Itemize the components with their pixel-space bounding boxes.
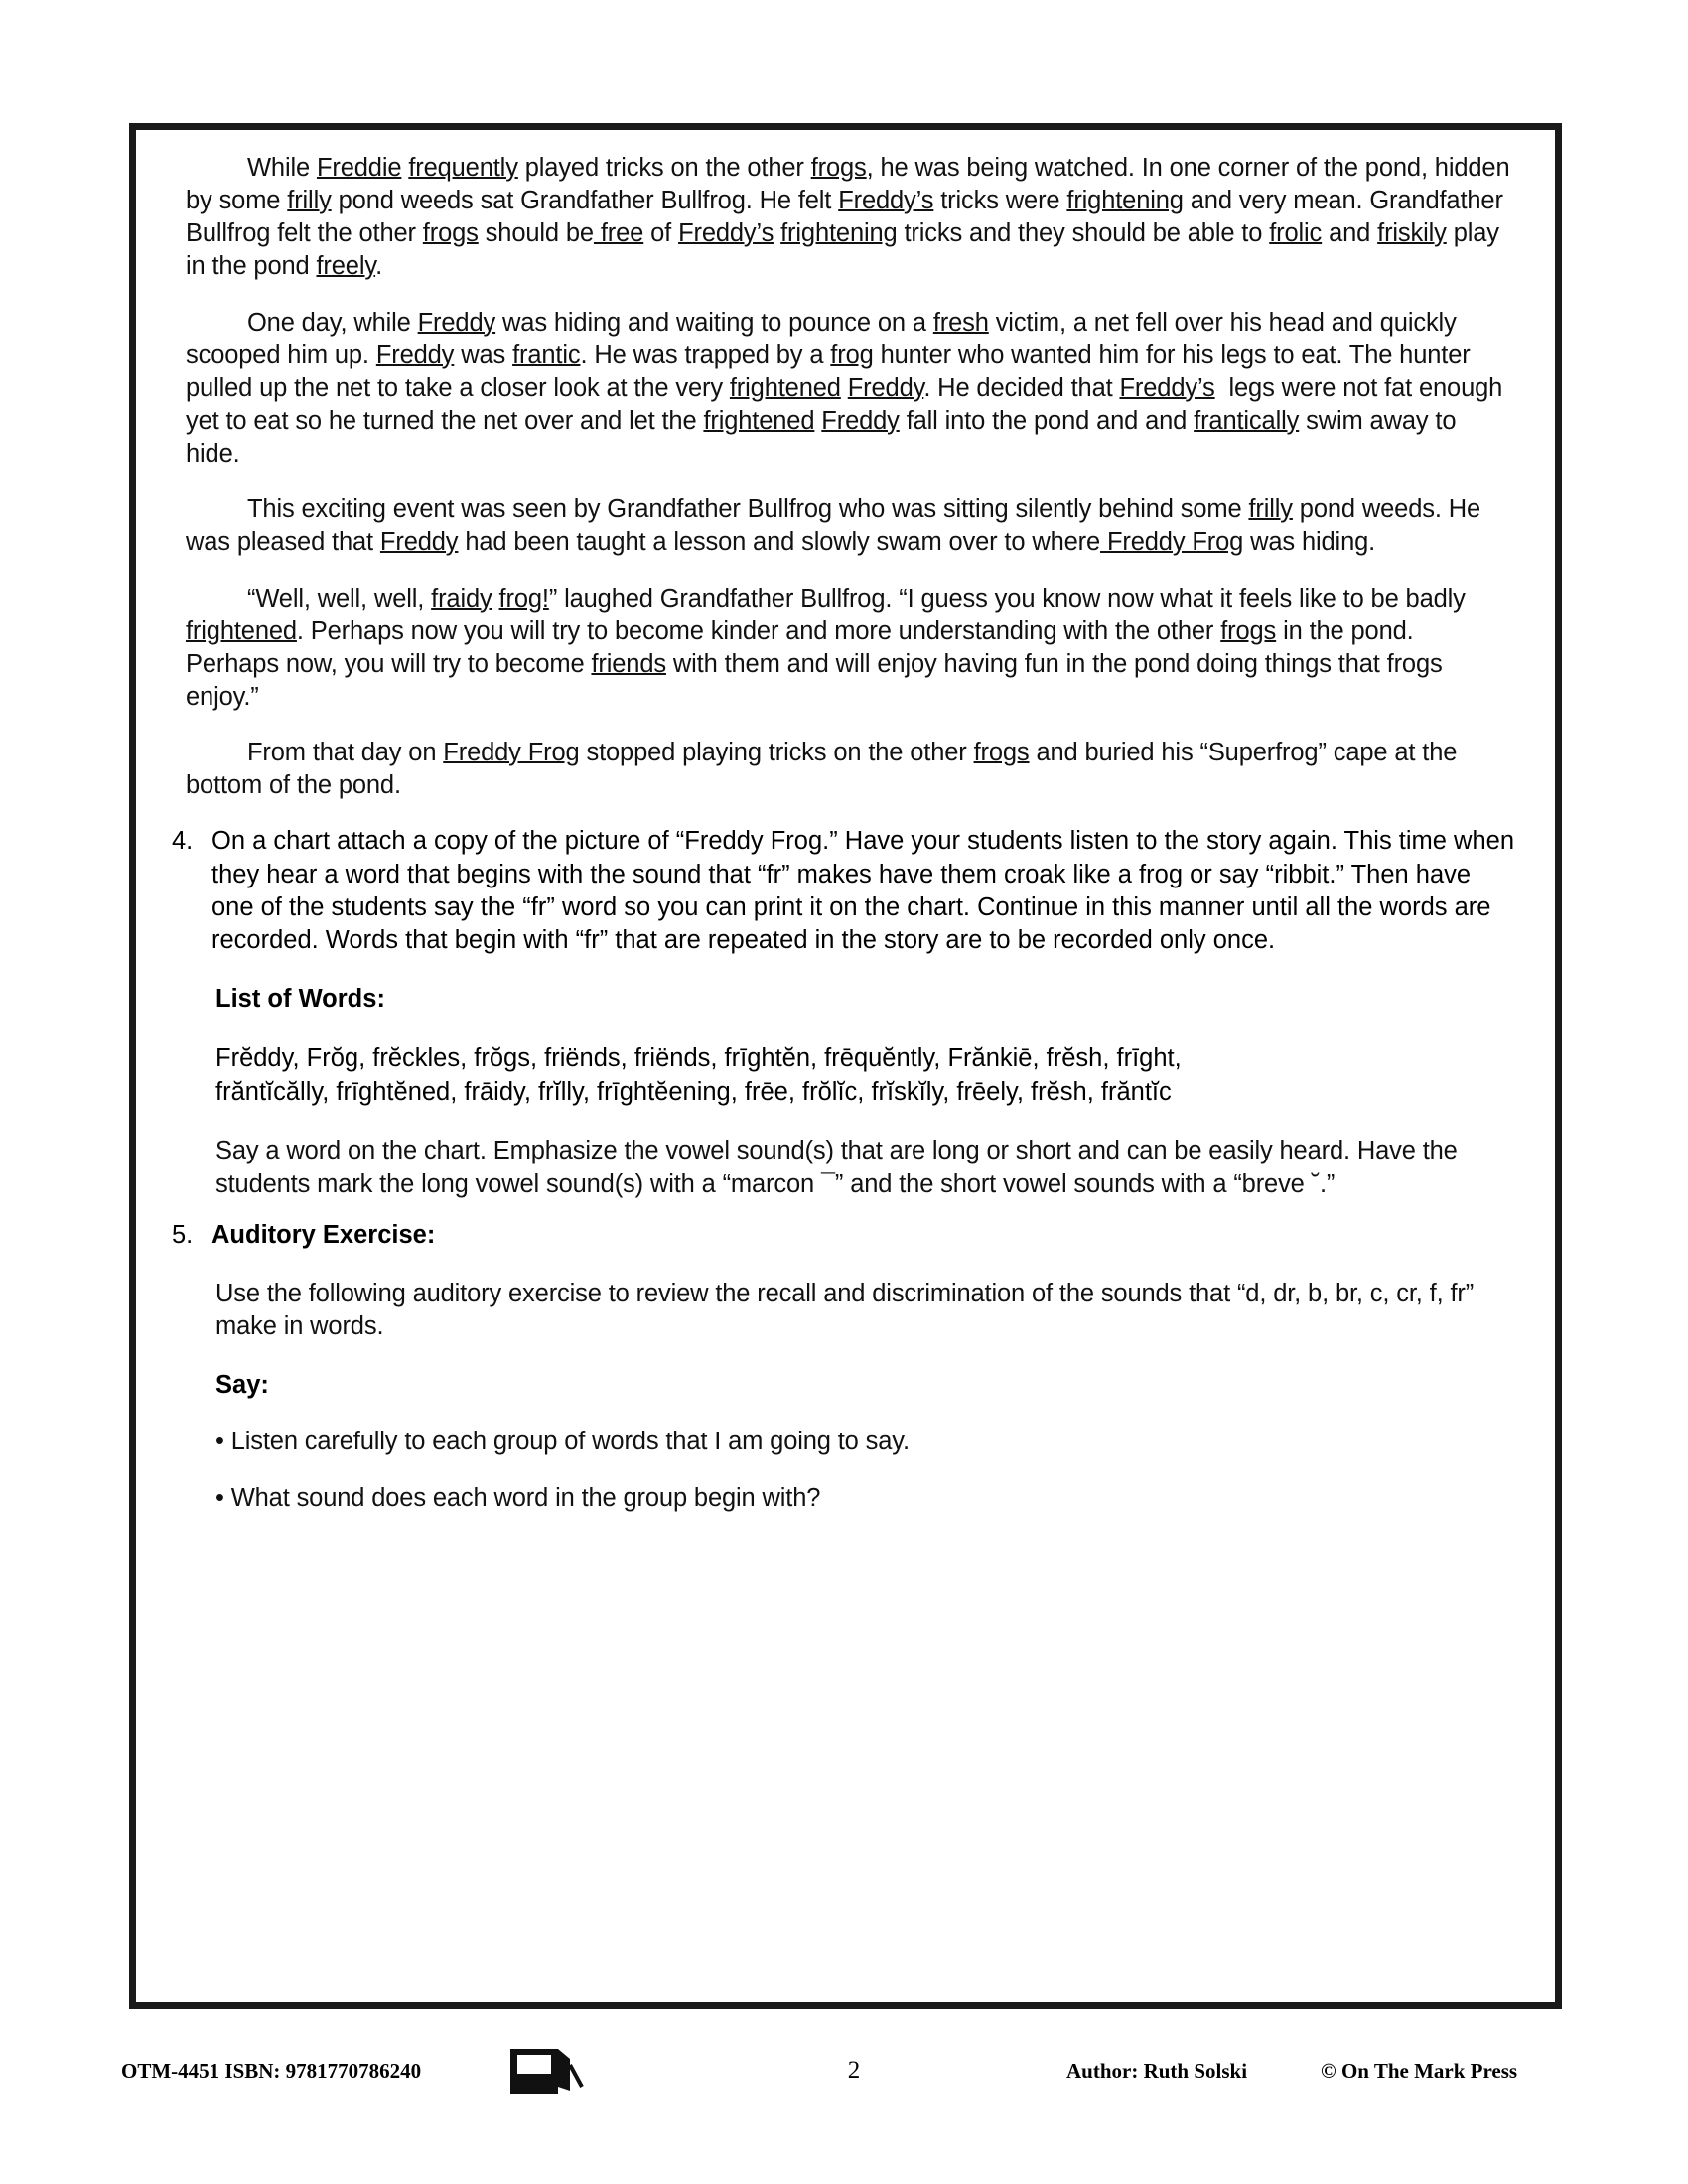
underlined-word: frog!	[498, 584, 549, 613]
content-border-frame	[129, 123, 1562, 2009]
underlined-word: frightening	[780, 219, 898, 248]
underlined-word: frilly	[1248, 495, 1293, 524]
underlined-word: frogs	[810, 154, 867, 182]
underlined-word: frantic	[512, 341, 581, 369]
underlined-word: Freddy	[821, 406, 900, 435]
footer-product-code: OTM-4451 ISBN: 9781770786240	[121, 2059, 422, 2083]
say-a-word-paragraph-wrap	[168, 1135, 1525, 1200]
word-list-line-1: Frĕddy, Frŏg, frĕckles, frŏgs, friёnds, friёnds, frīghtĕn, frēquĕntly, Frănkiē, frĕsh, frīght,	[215, 1044, 1182, 1073]
underlined-word: Freddy Frog	[1100, 528, 1244, 557]
on-the-mark-press-logo-icon	[508, 2047, 586, 2099]
instruction-item-5	[168, 1219, 1525, 1252]
story-paragraph-1: While Freddie frequently played tricks on the other frogs, he was being watched. In one corner of the pond, hidden by some frilly pond weeds sat Grandfather Bullfrog. He felt Freddy’s tricks were frightening and very mean. Grandfather Bullfrog felt the other frogs should be free of Freddy’s frightening tricks and they should be able to frolic and friskily play in the pond freely.	[186, 154, 1510, 281]
underlined-word: frantically	[1194, 406, 1300, 435]
underlined-word: Freddy Frog	[443, 739, 580, 767]
story-paragraph-5: From that day on Freddy Frog stopped playing tricks on the other frogs and buried his “Superfrog” cape at the bottom of the pond.	[186, 739, 1458, 800]
say-bullet-2: • What sound does each word in the group begin with?	[215, 1484, 821, 1513]
underlined-word: frilly	[287, 187, 332, 215]
instruction-item-4	[168, 825, 1525, 957]
underlined-word: frogs	[973, 739, 1030, 767]
auditory-exercise-body-wrap	[168, 1278, 1525, 1343]
underlined-word: Freddy	[375, 341, 455, 369]
underlined-word: Freddy’s	[838, 187, 934, 215]
word-list-body	[168, 1041, 1525, 1109]
item-4-number: 4.	[172, 827, 194, 856]
auditory-exercise-body: Use the following auditory exercise to review the recall and discrimination of the sounds that “d, dr, b, br, c, cr, f, fr” make in words.	[215, 1279, 1475, 1340]
underlined-word: free	[593, 219, 644, 248]
page-number: 2	[847, 2057, 861, 2084]
underlined-word: friends	[591, 649, 666, 678]
list-of-words-heading: List of Words:	[215, 984, 385, 1013]
underlined-word: Freddy	[379, 528, 459, 557]
underlined-word: Freddy	[417, 308, 496, 337]
item-4-text: On a chart attach a copy of the picture of “Freddy Frog.” Have your students listen to the story again. This time when they hear a word that begins with the sound that “fr” makes have them croak like a frog or say “ribbit.” Then have one of the students say the “fr” word so you can print it on the chart. Continue in this manner until all the words are recorded. Words that begin with “fr” that are repeated in the story are to be recorded only once.	[211, 827, 1515, 954]
underlined-word: fraidy	[431, 584, 492, 613]
underlined-word: friskily	[1377, 219, 1447, 248]
underlined-word: frogs	[1220, 616, 1277, 645]
underlined-word: Freddy	[847, 373, 924, 402]
page-footer	[0, 2045, 1688, 2115]
footer-author: Author: Ruth Solski	[1066, 2059, 1248, 2083]
say-heading: Say:	[215, 1371, 269, 1400]
underlined-word: frightened	[729, 373, 841, 402]
underlined-word: Freddie	[316, 154, 402, 182]
underlined-word: Freddy’s	[678, 219, 774, 248]
say-bullet-1: • Listen carefully to each group of words that I am going to say.	[215, 1428, 910, 1456]
word-list-section	[168, 983, 1525, 1016]
underlined-word: Freddy’s	[1119, 373, 1215, 402]
underlined-word: freely	[316, 252, 376, 281]
say-a-word-paragraph: Say a word on the chart. Emphasize the vowel sound(s) that are long or short and can be easily heard. Have the students mark the long vowel sound(s) with a “marcon ¯” and the short vowel sounds with a “breve ˘.”	[215, 1137, 1458, 1198]
underlined-word: frolic	[1269, 219, 1323, 248]
content-body	[136, 130, 1555, 2002]
story-paragraph-2: One day, while Freddy was hiding and waiting to pounce on a fresh victim, a net fell over his head and quickly scooped him up. Freddy was frantic. He was trapped by a frog hunter who wanted him for his legs to eat. The hunter pulled up the net to take a closer look at the very frightened Freddy. He decided that Freddy’s legs were not fat enough yet to eat so he turned the net over and let the frightened Freddy fall into the pond and and frantically swim away to hide.	[186, 308, 1503, 469]
story-paragraph-3: This exciting event was seen by Grandfather Bullfrog who was sitting silently behind some frilly pond weeds. He was pleased that Freddy had been taught a lesson and slowly swam over to where Freddy Frog was hiding.	[186, 495, 1480, 557]
underlined-word: frightened	[703, 406, 815, 435]
say-heading-wrap	[168, 1369, 1525, 1402]
underlined-word: frightened	[186, 616, 297, 645]
underlined-word: frog	[830, 341, 874, 369]
story-paragraph-4: “Well, well, well, fraidy frog!” laughed Grandfather Bullfrog. “I guess you know now what it feels like to be badly frightened. Perhaps now you will try to become kinder and more understanding with the other frogs in the pond. Perhaps now, you will try to become friends with them and will enjoy having fun in the pond doing things that frogs enjoy.”	[186, 584, 1466, 711]
underlined-word: fresh	[932, 308, 989, 337]
footer-copyright: © On The Mark Press	[1321, 2059, 1518, 2083]
auditory-exercise-heading: Auditory Exercise:	[211, 1220, 436, 1249]
underlined-word: frequently	[408, 154, 518, 182]
word-list-line-2: frăntĭcălly, frīghtĕned, frāidy, frĭlly, frīghtĕening, frēe, frŏlĭc, frĭskĭly, frēely, frĕsh, frăntĭc	[215, 1078, 1172, 1107]
item-5-number: 5.	[172, 1220, 194, 1249]
underlined-word: frightening	[1066, 187, 1184, 215]
underlined-word: frogs	[422, 219, 479, 248]
